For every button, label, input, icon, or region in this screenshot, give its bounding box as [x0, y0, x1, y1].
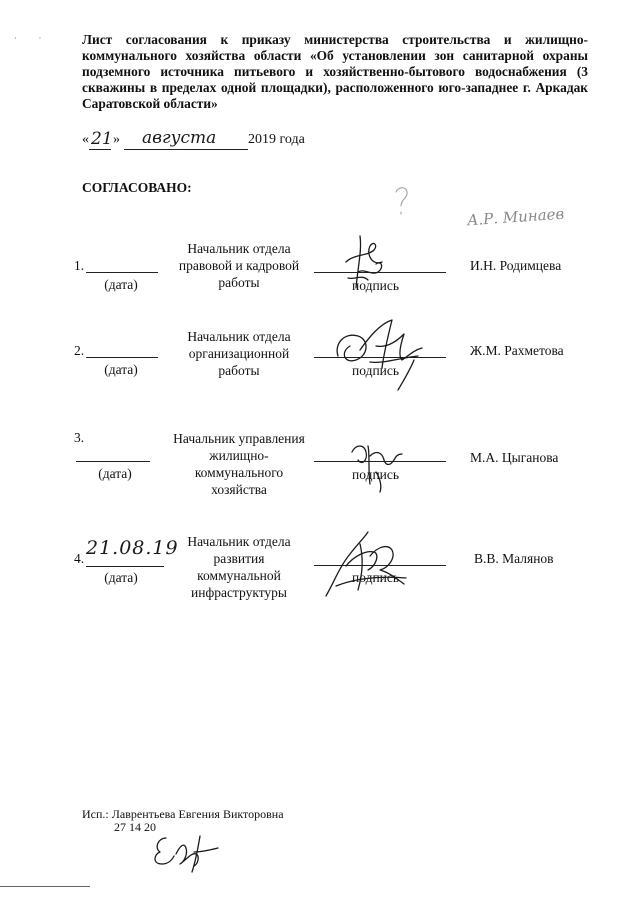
row-1-number: 1. — [74, 258, 85, 273]
row-2-position: Начальник отдела организационной работы — [187, 329, 291, 378]
row-4-date-blank — [86, 552, 164, 567]
date-year: 2019 года — [248, 132, 305, 147]
date-open-quote: « — [82, 132, 89, 147]
top-annotation: А.Р. Минаев — [466, 204, 565, 230]
date-close-quote: » — [113, 132, 120, 147]
date-day: 21 — [91, 129, 113, 149]
agreed-heading: СОГЛАСОВАНО: — [82, 180, 192, 195]
row-2-person: Ж.М. Рахметова — [470, 343, 564, 358]
row-3-person: М.А. Цыганова — [470, 450, 559, 465]
row-1-date-label: (дата) — [104, 277, 138, 292]
date-month: августа — [142, 128, 217, 148]
row-4-number: 4. — [74, 551, 85, 566]
executor-name: Исп.: Лаврентьева Евгения Викторовна — [82, 807, 284, 821]
date-day-rule — [89, 149, 111, 150]
row-2-date-label: (дата) — [104, 362, 138, 377]
row-3-date-label: (дата) — [98, 466, 132, 481]
row-3-position: Начальник управления жилищно-коммунального хозяйства — [173, 431, 305, 497]
row-4-person: В.В. Малянов — [474, 551, 554, 566]
scan-corner-marks: · · — [14, 34, 52, 43]
row-2-date-blank — [86, 343, 158, 358]
document-date — [82, 128, 382, 152]
row-2-number: 2. — [74, 343, 85, 358]
row-4-signature-label: подпись — [352, 570, 400, 585]
row-1-date-blank — [86, 258, 158, 273]
row-3-signature — [340, 426, 410, 496]
executor-initials — [146, 828, 226, 878]
date-month-rule — [124, 149, 248, 150]
row-4-signature — [316, 526, 416, 606]
row-4-date-handwritten: 21.08.19 — [86, 537, 179, 559]
document-title: Лист согласования к приказу министерства строительства и жилищно-коммунального хозяйства области «Об установлении зон санитарной охраны подземного источника питьевого и хозяйственно-бытового водоснабжения (3 скважины в пределах одной площадки), расположенного юго-западнее г. Аркадак Саратовской области» — [82, 32, 588, 111]
row-2-signature — [330, 316, 440, 396]
faint-question-mark — [392, 186, 412, 226]
row-1-signature-label: подпись — [352, 278, 400, 293]
row-3-number: 3. — [74, 430, 85, 445]
row-1-signature — [338, 232, 398, 292]
executor-phone: 27 14 20 — [114, 820, 156, 834]
row-2-signature-label: подпись — [352, 363, 400, 378]
row-4-date-label: (дата) — [104, 570, 138, 585]
row-3-date-blank — [76, 447, 150, 462]
row-1-person: И.Н. Родимцева — [470, 258, 562, 273]
scan-edge-line — [0, 886, 90, 887]
row-3-signature-label: подпись — [352, 467, 400, 482]
row-4-position: Начальник отдела развития коммунальной инфраструктуры — [187, 534, 291, 600]
row-1-position: Начальник отдела правовой и кадровой работы — [178, 241, 300, 290]
